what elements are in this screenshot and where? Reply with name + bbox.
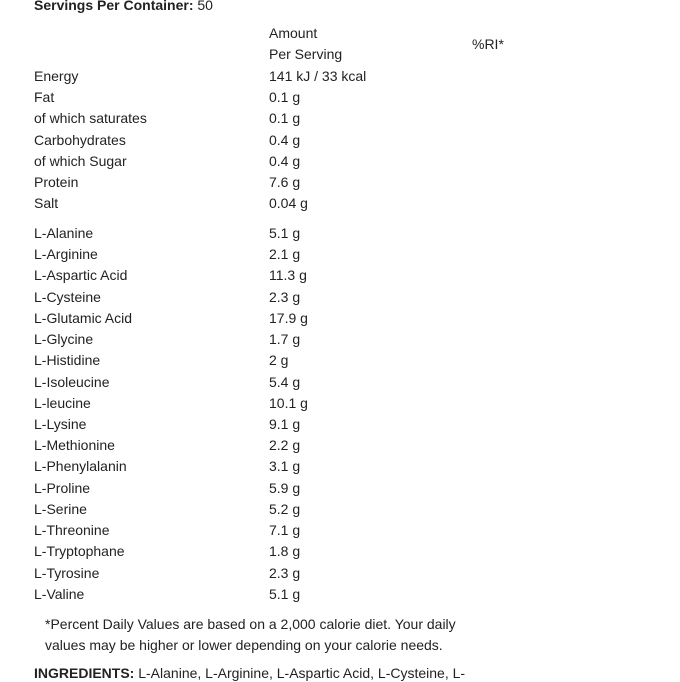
amino-acid-amount: 3.1 g (269, 458, 301, 474)
amino-acid-name: L-Serine (34, 501, 87, 517)
servings-line (34, 0, 213, 14)
amino-acid-amount: 5.9 g (269, 480, 301, 496)
ingredients-text: L-Alanine, L-Arginine, L-Aspartic Acid, L-Cysteine, L- (138, 665, 466, 681)
amino-acid-amount: 17.9 g (269, 310, 308, 326)
amount-header-line2: Per Serving (269, 46, 343, 62)
nutrient-amount: 0.4 g (269, 153, 301, 169)
amino-acid-name: L-Alanine (34, 225, 94, 241)
amino-acid-name: L-Valine (34, 586, 85, 602)
amino-acid-amount: 2 g (269, 352, 289, 368)
amino-acid-name: L-Histidine (34, 352, 101, 368)
amino-acid-name: L-Threonine (34, 522, 110, 538)
amino-acid-name: L-Tyrosine (34, 565, 100, 581)
amino-acid-name: L-Isoleucine (34, 374, 110, 390)
amino-acid-amount: 1.8 g (269, 543, 301, 559)
amino-acid-amount: 2.3 g (269, 289, 301, 305)
amino-acid-amount: 2.1 g (269, 246, 301, 262)
amount-header-line1: Amount (269, 25, 318, 41)
nutrient-amount: 0.4 g (269, 132, 301, 148)
nutrient-name: Fat (34, 89, 55, 105)
nutrient-amount: 7.6 g (269, 174, 301, 190)
amino-acid-amount: 2.2 g (269, 437, 301, 453)
amino-acid-amount: 5.4 g (269, 374, 301, 390)
nutrient-name: Carbohydrates (34, 132, 126, 148)
amino-acid-amount: 7.1 g (269, 522, 301, 538)
amino-acid-amount: 2.3 g (269, 565, 301, 581)
ri-header: %RI* (472, 36, 504, 52)
amino-acid-amount: 1.7 g (269, 331, 301, 347)
servings-label: Servings Per Container: (34, 0, 194, 13)
amino-acid-name: L-Aspartic Acid (34, 267, 128, 283)
ingredients-label: INGREDIENTS: (34, 665, 135, 681)
amino-acid-amount: 11.3 g (269, 267, 307, 283)
daily-values-footnote: *Percent Daily Values are based on a 2,000 calorie diet. Your daily values may be higher or lower depending on your calorie needs. (45, 616, 456, 653)
amino-acid-amount: 5.1 g (269, 225, 301, 241)
amino-acid-amount: 5.1 g (269, 586, 301, 602)
ingredients-line (34, 664, 465, 682)
amino-acid-amount: 9.1 g (269, 416, 301, 432)
nutrient-amount: 141 kJ / 33 kcal (269, 68, 367, 84)
servings-value: 50 (197, 0, 213, 13)
amino-acid-name: L-Arginine (34, 246, 98, 262)
nutrient-name: of which Sugar (34, 153, 127, 169)
nutrient-name: Protein (34, 174, 79, 190)
nutrient-name: Salt (34, 195, 59, 211)
amino-acid-name: L-Phenylalanin (34, 458, 127, 474)
amino-acid-name: L-Glutamic Acid (34, 310, 133, 326)
amino-acid-name: L-Proline (34, 480, 91, 496)
nutrient-name: of which saturates (34, 110, 147, 126)
nutrient-amount: 0.1 g (269, 89, 301, 105)
amino-acid-name: L-Glycine (34, 331, 94, 347)
nutrient-amount: 0.1 g (269, 110, 301, 126)
nutrient-amount: 0.04 g (269, 195, 308, 211)
amino-acid-name: L-leucine (34, 395, 91, 411)
amino-acid-amount: 5.2 g (269, 501, 301, 517)
amino-acid-name: L-Methionine (34, 437, 115, 453)
amino-acid-name: L-Cysteine (34, 289, 101, 305)
amino-acid-name: L-Tryptophane (34, 543, 125, 559)
amino-acid-name: L-Lysine (34, 416, 87, 432)
nutrient-name: Energy (34, 68, 79, 84)
amino-acid-amount: 10.1 g (269, 395, 308, 411)
